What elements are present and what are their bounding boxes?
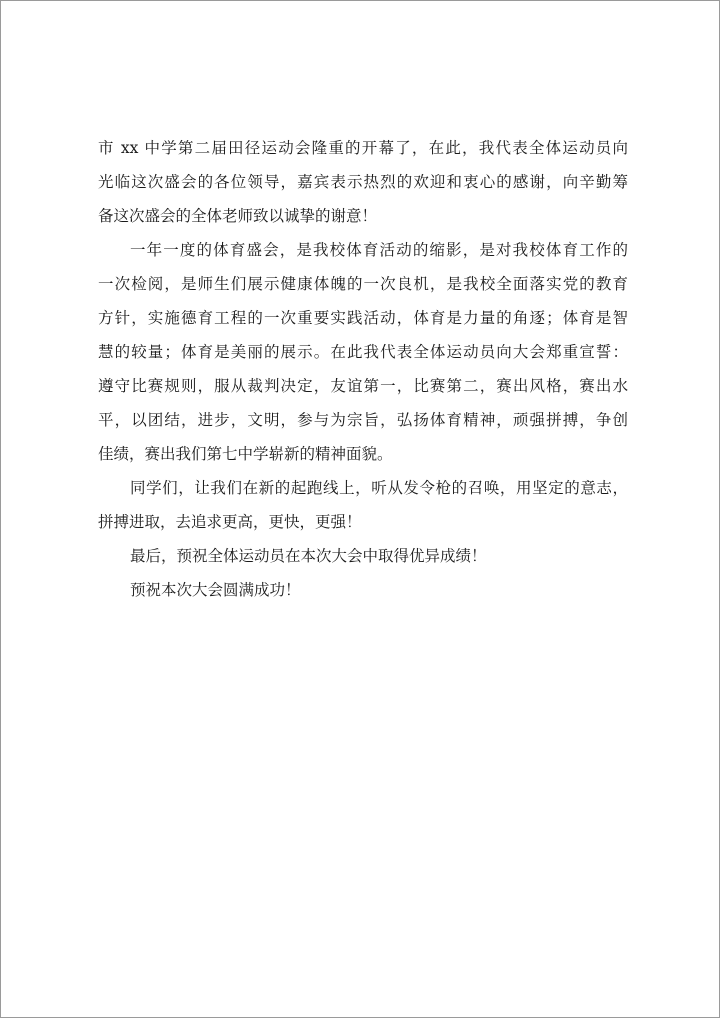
text-line: 佳绩，赛出我们第七中学崭新的精神面貌。 <box>98 445 393 463</box>
paragraph-closing <box>98 573 628 607</box>
text-line: 拼搏进取，去追求更高，更快，更强！ <box>98 513 362 531</box>
text-line: 遵守比赛规则，服从裁判决定，友谊第一，比赛第二，赛出风格，赛出水 <box>98 377 628 395</box>
text-line: 备这次盛会的全体老师致以诚挚的谢意！ <box>98 207 378 225</box>
paragraph-opening <box>98 131 628 233</box>
paragraph-wishes <box>98 539 628 573</box>
document-body <box>98 131 628 607</box>
text-line: 最后，预祝全体运动员在本次大会中取得优异成绩！ <box>130 547 487 565</box>
paragraph-classmates <box>98 471 628 539</box>
text-line: 方针，实施德育工程的一次重要实践活动，体育是力量的角逐；体育是智 <box>98 309 628 327</box>
text-line: 同学们，让我们在新的起跑线上，听从发令枪的召唤，用坚定的意志， <box>130 479 628 497</box>
text-line: 一年一度的体育盛会，是我校体育活动的缩影，是对我校体育工作的 <box>130 241 628 259</box>
text-line: 慧的较量；体育是美丽的展示。在此我代表全体运动员向大会郑重宣誓： <box>98 343 628 361</box>
text-line: 预祝本次大会圆满成功！ <box>130 581 301 599</box>
text-line: 平，以团结，进步，文明，参与为宗旨，弘扬体育精神，顽强拼搏，争创 <box>98 411 628 429</box>
text-line: 光临这次盛会的各位领导，嘉宾表示热烈的欢迎和衷心的感谢，向辛勤筹 <box>98 173 628 191</box>
paragraph-sports-meet <box>98 233 628 471</box>
text-line: 一次检阅，是师生们展示健康体魄的一次良机，是我校全面落实党的教育 <box>98 275 628 293</box>
text-line: 市 xx 中学第二届田径运动会隆重的开幕了，在此，我代表全体运动员向 <box>98 139 628 157</box>
